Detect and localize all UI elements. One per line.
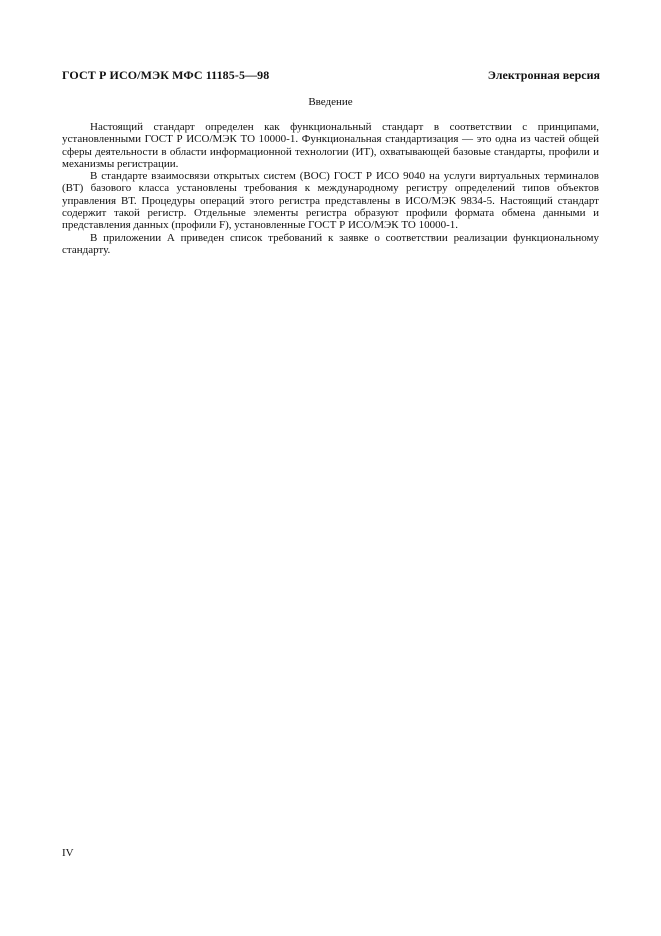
document-standard-id: ГОСТ Р ИСО/МЭК МФС 11185-5—98 bbox=[62, 68, 270, 82]
paragraph: В приложении А приведен список требований к заявке о соответствии реализации функциональному стандарту. bbox=[62, 231, 599, 256]
page-number: IV bbox=[62, 847, 74, 859]
paragraph: В стандарте взаимосвязи открытых систем (ВОС) ГОСТ Р ИСО 9040 на услуги виртуальных терминалов (ВТ) базового класса установлены требования к международному регистру определений типов объектов управления ВТ. Процедуры операций этого регистра представлены в ИСО/МЭК 9834-5. Настоящий стандарт содержит такой регистр. Отдельные элементы регистра образуют профили формата обмена данными и представления данных (профили F), установленные ГОСТ Р ИСО/МЭК ТО 10000-1. bbox=[62, 170, 599, 232]
section-title: Введение bbox=[308, 96, 353, 108]
body-text bbox=[62, 121, 599, 256]
paragraph: Настоящий стандарт определен как функциональный стандарт в соответствии с принципами, установленными ГОСТ Р ИСО/МЭК ТО 10000-1. Функциональная стандартизация — это одна из частей общей сферы деятельности в области информационной технологии (ИТ), охватывающей базовые стандарты, профили и механизмы регистрации. bbox=[62, 121, 599, 170]
version-label: Электронная версия bbox=[487, 68, 600, 82]
